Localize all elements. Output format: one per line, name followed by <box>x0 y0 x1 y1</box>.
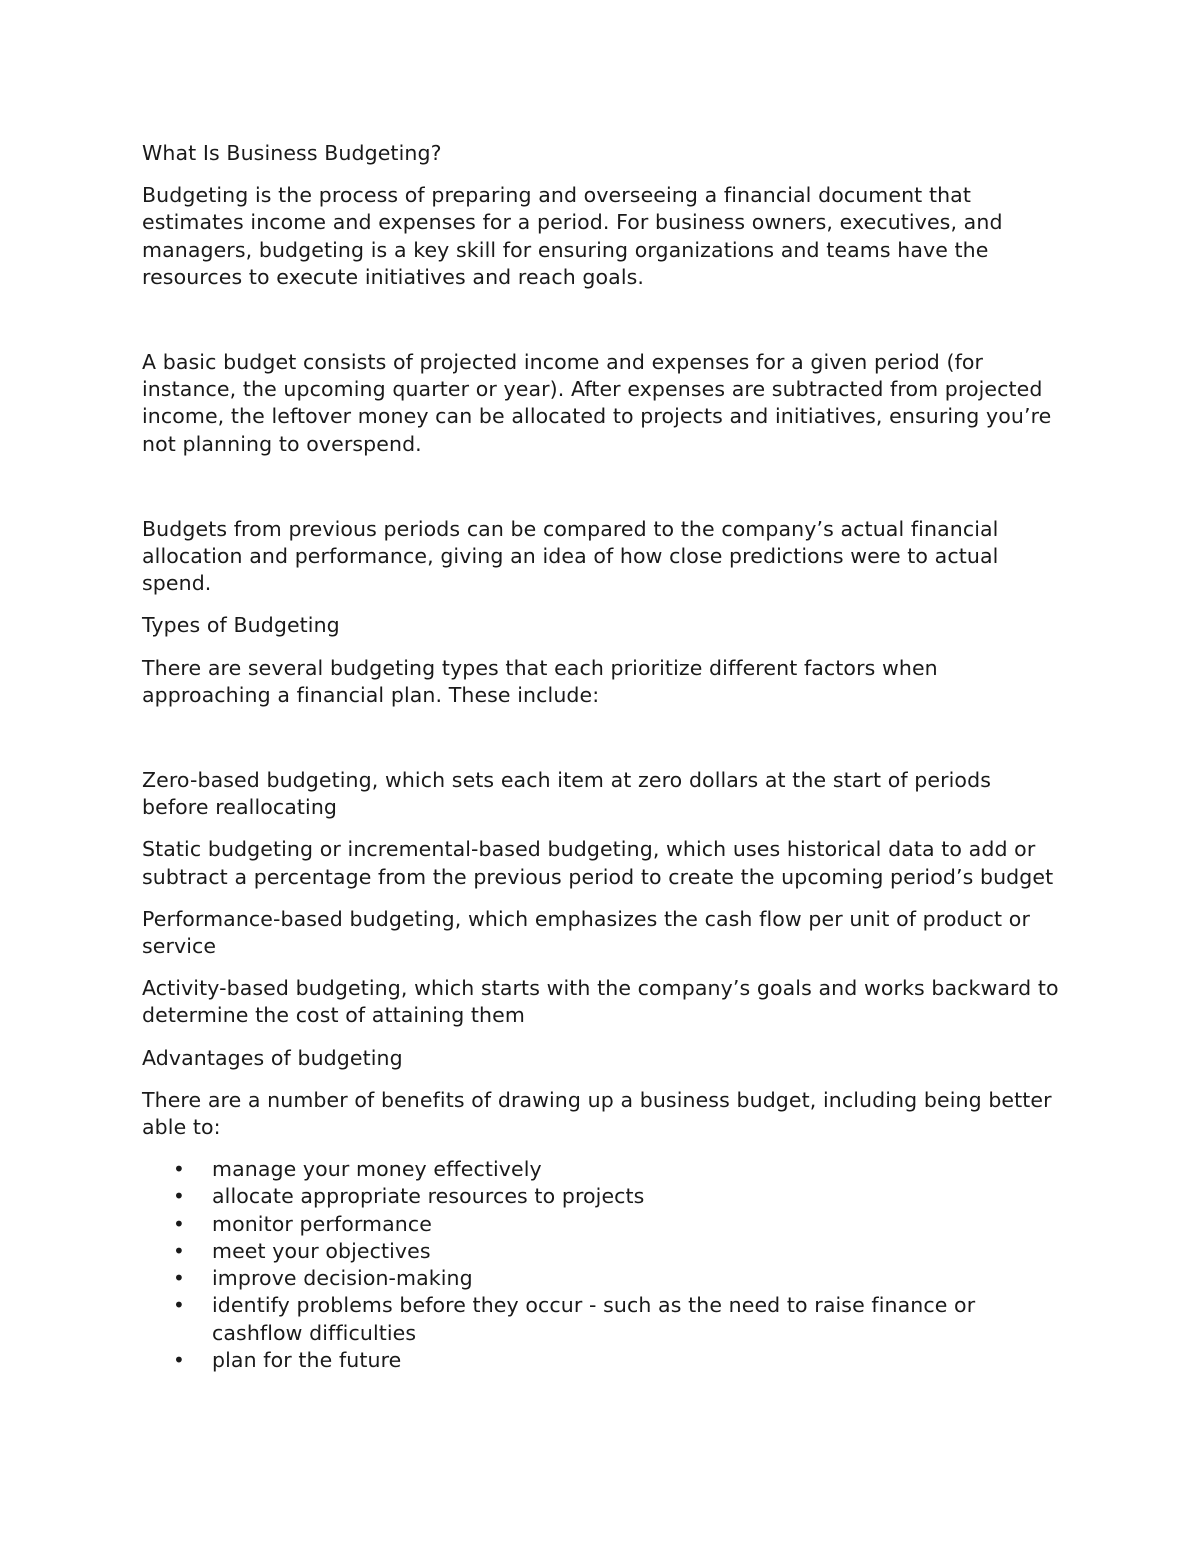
list-item-text: plan for the future <box>212 1347 402 1372</box>
list-item-text: allocate appropriate resources to projects <box>212 1184 645 1209</box>
types-heading: Types of Budgeting <box>142 613 340 638</box>
basic-budget-paragraph: A basic budget consists of projected income and expenses for a given period (for instance, the upcoming quarter or year). After expenses are subtracted from projected income, the leftover money can be allocated to projects and initiatives, ensuring you’re not planning to overspend. <box>142 350 1052 456</box>
type-item-performance-based: Performance-based budgeting, which emphasizes the cash flow per unit of product or service <box>142 906 1030 959</box>
list-item <box>142 1211 1062 1238</box>
advantages-intro-paragraph: There are a number of benefits of drawing up a business budget, including being better able to: <box>142 1087 1052 1140</box>
type-item-static: Static budgeting or incremental-based budgeting, which uses historical data to add or subtract a percentage from the previous period to create the upcoming period’s budget <box>142 837 1054 889</box>
list-item <box>142 1156 1062 1183</box>
list-item <box>142 1183 1062 1210</box>
document-title: What Is Business Budgeting? <box>142 141 442 165</box>
bullet-icon: • <box>173 1266 185 1291</box>
list-item <box>142 1292 1062 1346</box>
bullet-icon: • <box>173 1238 185 1263</box>
list-item-text: improve decision-making <box>212 1266 473 1291</box>
list-item-text: monitor performance <box>212 1211 432 1236</box>
advantages-list <box>142 1156 1062 1374</box>
bullet-icon: • <box>173 1293 185 1318</box>
list-item-text: meet your objectives <box>212 1238 431 1263</box>
list-item <box>142 1265 1062 1292</box>
type-item-activity-based: Activity-based budgeting, which starts with the company’s goals and works backward to determine the cost of attaining them <box>142 976 1059 1028</box>
list-item-text: identify problems before they occur - such as the need to raise finance or cashflow difficulties <box>212 1293 976 1345</box>
list-item-text: manage your money effectively <box>212 1157 542 1182</box>
advantages-heading: Advantages of budgeting <box>142 1045 403 1070</box>
intro-paragraph: Budgeting is the process of preparing and overseeing a financial document that estimates income and expenses for a period. For business owners, executives, and managers, budgeting is a key skill for ensuring organizations and teams have the resources to execute initiatives and reach goals. <box>142 183 1003 289</box>
bullet-icon: • <box>173 1157 185 1182</box>
bullet-icon: • <box>173 1347 185 1372</box>
list-item <box>142 1238 1062 1265</box>
previous-periods-paragraph: Budgets from previous periods can be compared to the company’s actual financial allocation and performance, giving an idea of how close predictions were to actual spend. <box>142 516 999 596</box>
document-page <box>142 140 1062 1374</box>
types-intro-paragraph: There are several budgeting types that each prioritize different factors when approaching a financial plan. These include: <box>142 655 938 707</box>
bullet-icon: • <box>173 1211 185 1236</box>
list-item <box>142 1347 1062 1374</box>
type-item-zero-based: Zero-based budgeting, which sets each item at zero dollars at the start of periods before reallocating <box>142 768 991 820</box>
bullet-icon: • <box>173 1184 185 1209</box>
